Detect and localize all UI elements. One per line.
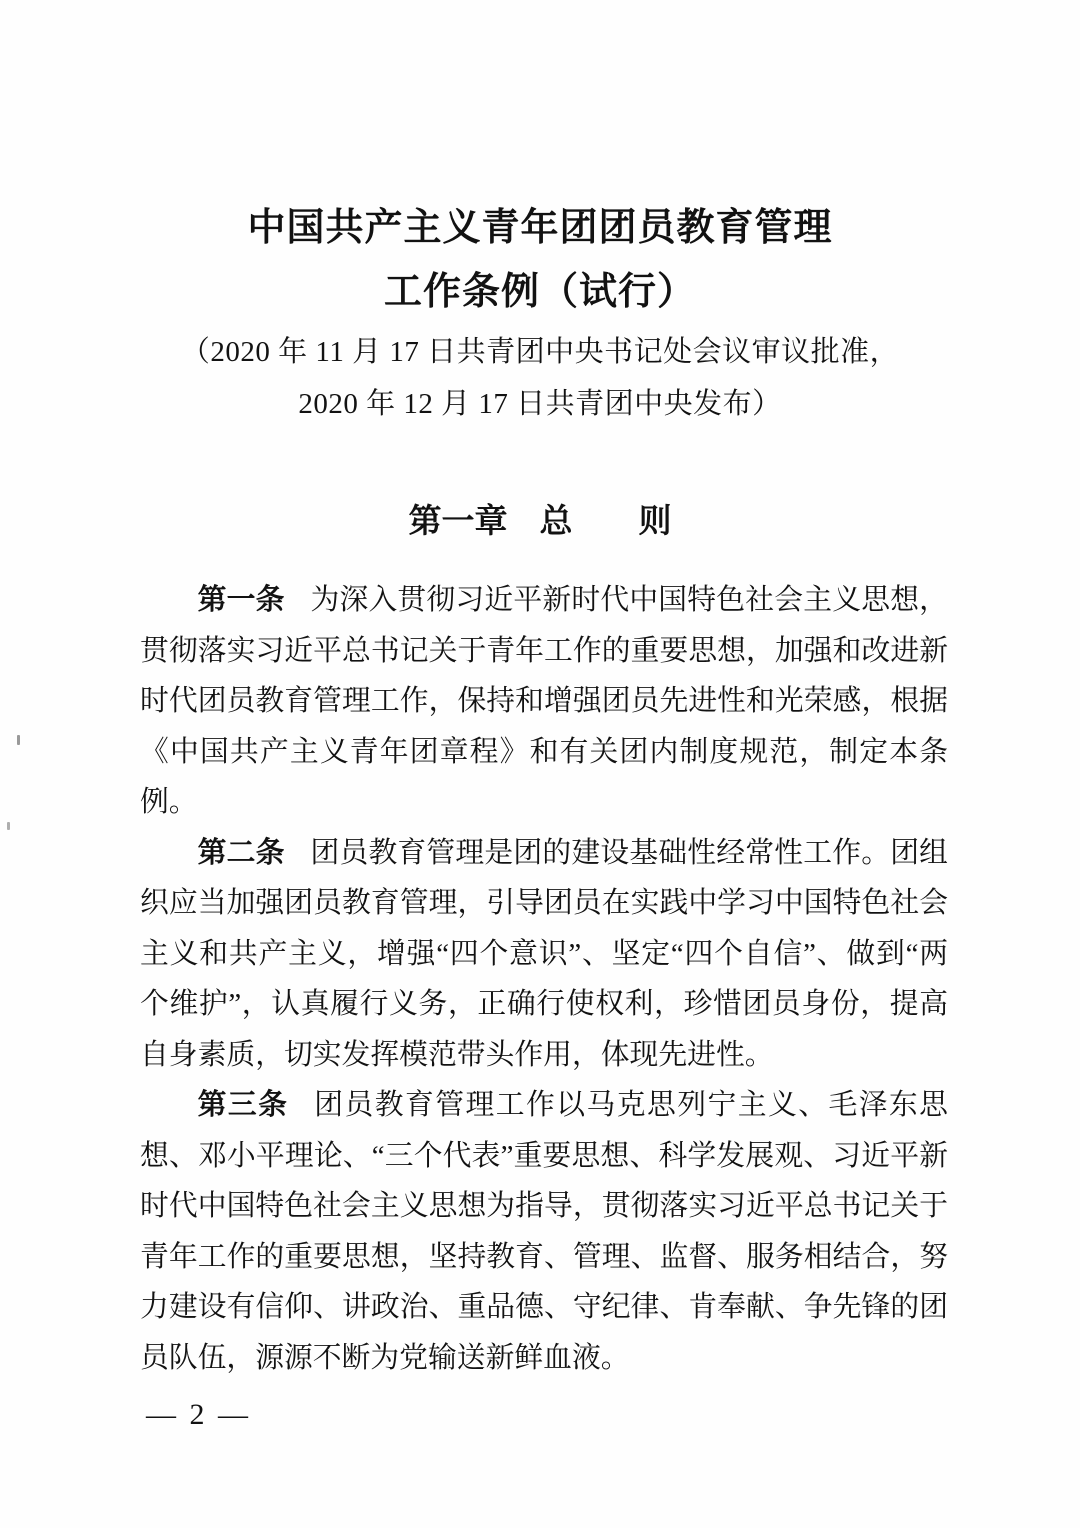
article-2-label: 第二条 [197,836,285,869]
document-title [0,196,1080,324]
approval-note-line-1: （2020 年 11 月 17 日共青团中央书记处会议审议批准， [180,336,900,368]
approval-note [0,326,1080,430]
article-2-text: 团员教育管理是团的建设基础性经常性工作。团组织应当加强团员教育管理，引导团员在实践中学习中国特色社会主义和共产主义，增强“四个意识”、坚定“四个自信”、做到“两个维护”，认真履行义务，正确行使权利，珍惜团员身份，提高自身素质，切实发挥模范带头作用，体现先进性。 [140,836,948,1071]
article-3-label: 第三条 [197,1089,289,1121]
chapter-title-second-char: 则 [638,502,672,539]
scan-artifact [7,822,10,830]
approval-note-line-2: 2020 年 12 月 17 日共青团中央发布） [298,388,782,420]
article-3 [140,1080,948,1383]
chapter-heading [0,500,1080,542]
article-2 [140,828,948,1081]
article-1-label: 第一条 [197,584,285,616]
article-1-text: 为深入贯彻习近平新时代中国特色社会主义思想，贯彻落实习近平总书记关于青年工作的重要思想，加强和改进新时代团员教育管理工作，保持和增强团员先进性和光荣感，根据《中国共产主义青年团章程》和有关团内制度规范，制定本条例。 [140,584,948,818]
chapter-number: 第一章 [408,502,508,539]
page-number: — 2 — [146,1398,251,1431]
article-1 [140,575,948,828]
document-title-line-1: 中国共产主义青年团团员教育管理 [247,207,833,249]
chapter-title-first-char: 总 [539,502,573,539]
scan-artifact [17,735,20,745]
article-3-text: 团员教育管理工作以马克思列宁主义、毛泽东思想、邓小平理论、“三个代表”重要思想、科学发展观、习近平新时代中国特色社会主义思想为指导，贯彻落实习近平总书记关于青年工作的重要思想，坚持教育、管理、监督、服务相结合，努力建设有信仰、讲政治、重品德、守纪律、肯奉献、争先锋的团员队伍，源源不断为党输送新鲜血液。 [140,1089,948,1374]
document-body [140,575,948,1383]
document-title-line-2: 工作条例（试行） [383,271,696,313]
